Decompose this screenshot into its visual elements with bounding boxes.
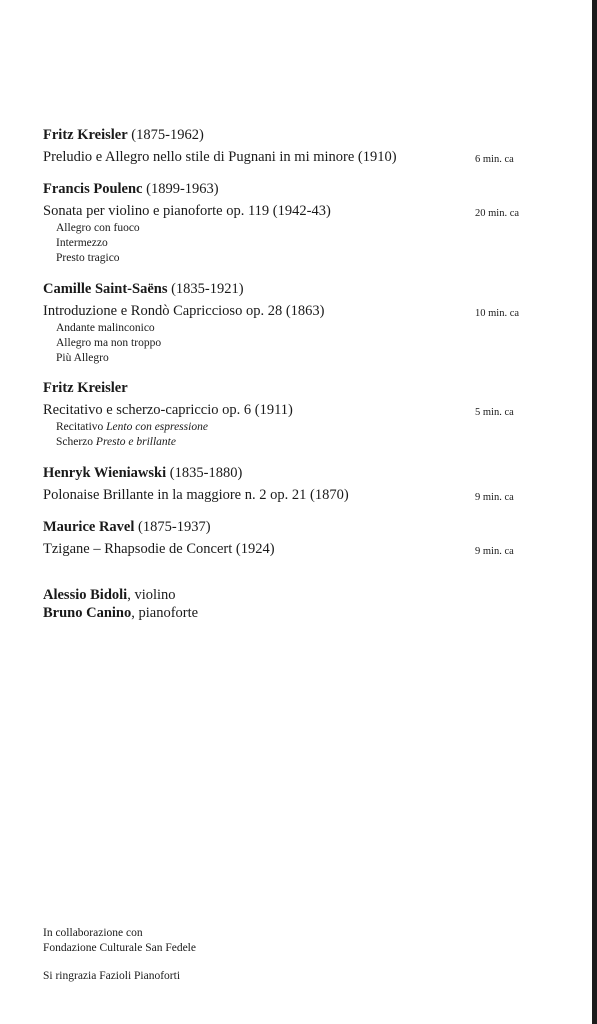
movement-title: Allegro ma non troppo [56,336,162,349]
work-row [43,148,533,167]
work-row [43,401,533,420]
movement-tempo: Presto e brillante [95,436,176,449]
section-gap [43,267,533,280]
performer-role: , pianoforte [131,604,199,621]
composer-dates: (1835-1921) [171,280,244,297]
composer-name: Fritz Kreisler [43,127,128,143]
footer [43,926,196,984]
composer-name: Francis Poulenc [43,181,143,197]
movement [43,251,533,266]
composer-line [43,518,533,537]
work-duration: 5 min. ca [475,407,514,419]
work-row [43,302,533,321]
program-piece [43,180,533,267]
work-row [43,486,533,505]
movement-title: Andante malinconico [56,321,155,334]
movement-title: Allegro con fuoco [56,222,140,234]
work-duration: 10 min. ca [475,307,520,319]
movement [43,336,533,351]
composer-dates: (1875-1937) [138,518,211,535]
performer-role: , violino [127,587,176,603]
performer-name: Bruno Canino [43,604,132,621]
work-title: Tzigane – Rhapsodie de Concert (1924) [43,540,275,557]
section-gap [43,167,533,180]
movement-title: Scherzo [56,436,94,449]
work-title: Introduzione e Rondò Capriccioso op. 28 (1863) [43,302,325,319]
work-duration: 9 min. ca [475,491,514,503]
section-gap [43,505,533,518]
movement-title: Intermezzo [56,237,108,250]
program-piece [43,518,533,559]
program-piece [43,126,533,167]
work-title: Recitativo e scherzo-capriccio op. 6 (1911) [43,402,293,419]
movement-title: Recitativo [56,421,104,434]
movement [43,351,533,366]
program-piece [43,379,533,450]
composer-line [43,280,533,299]
work-duration: 9 min. ca [475,545,514,557]
movement [43,236,533,251]
page-edge [592,0,597,1024]
work-title: Polonaise Brillante in la maggiore n. 2 op. 21 (1870) [43,486,349,503]
composer-dates: (1899-1963) [146,181,219,197]
movement [43,321,533,336]
work-row [43,202,533,221]
collaboration-label: In collaborazione con [43,927,143,939]
acknowledgement: Si ringrazia Fazioli Pianoforti [43,970,181,982]
collaboration-organization: Fondazione Culturale San Fedele [43,942,196,954]
movement-tempo: Lento con espressione [106,421,208,434]
performer-name: Alessio Bidoli [43,587,128,603]
performer-line [43,605,198,623]
work-title: Preludio e Allegro nello stile di Pugnani in mi minore (1910) [43,149,397,165]
composer-name: Maurice Ravel [43,518,135,535]
movement [43,221,533,236]
concert-program [43,126,533,559]
composer-line [43,126,533,145]
work-row [43,540,533,559]
composer-line [43,464,533,483]
work-title: Sonata per violino e pianoforte op. 119 (1942-43) [43,203,331,219]
movement-title: Più Allegro [56,351,109,364]
movement-title: Presto tragico [56,252,120,265]
program-piece [43,280,533,367]
section-gap [43,451,533,464]
movement [43,435,533,450]
performers [43,587,198,622]
composer-dates: (1875-1962) [131,127,204,143]
composer-line [43,180,533,199]
movement [43,420,533,435]
composer-dates: (1835-1880) [169,464,243,481]
composer-name: Camille Saint-Saëns [43,280,168,297]
section-gap [43,366,533,379]
composer-name: Fritz Kreisler [43,380,128,397]
work-duration: 20 min. ca [475,208,520,219]
composer-name: Henryk Wieniawski [43,464,167,481]
composer-line [43,379,533,398]
performer-line [43,587,198,605]
program-piece [43,464,533,505]
work-duration: 6 min. ca [475,154,514,165]
